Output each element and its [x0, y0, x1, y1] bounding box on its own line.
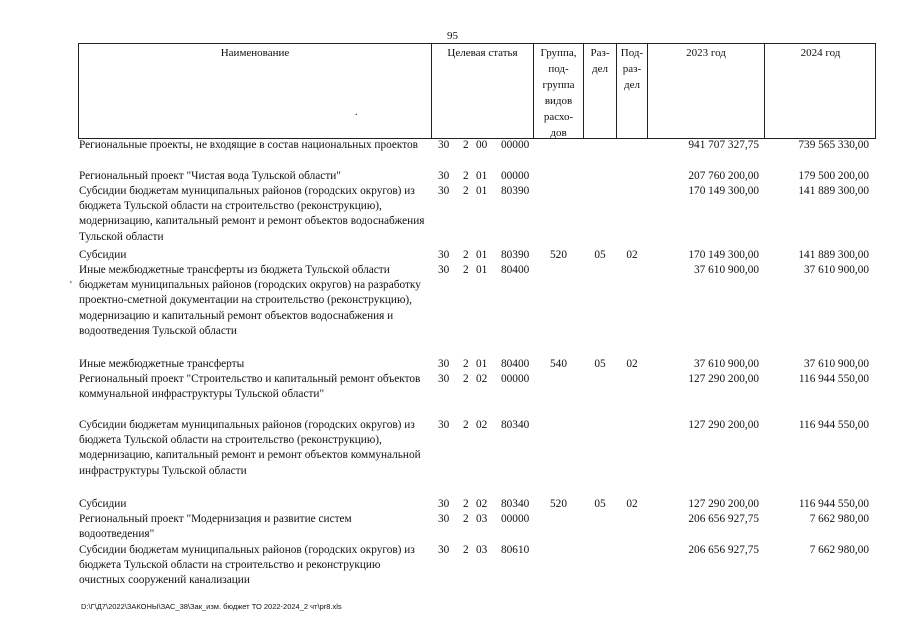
- row-target-p1: 30: [438, 419, 450, 431]
- row-name: Субсидии бюджетам муниципальных районов (городских округов) из бюджета Тульской области на строительство и реконструкцию очистных сооружений канализации: [79, 544, 415, 587]
- row-target-p3: 02: [476, 373, 488, 385]
- row-name: Региональный проект "Строительство и капитальный ремонт объектов коммунальной инфраструктуры Тульской области": [79, 373, 421, 401]
- row-target-p3: 02: [476, 419, 488, 431]
- row-target-p2: 2: [463, 513, 469, 525]
- row-target-p4: 00000: [501, 170, 530, 182]
- header-subsection: [617, 45, 647, 93]
- row-target-p2: 2: [463, 249, 469, 261]
- header-section: [584, 45, 616, 77]
- row-section: 05: [594, 498, 606, 510]
- header-name: Наименование: [220, 47, 290, 59]
- row-2023: 170 149 300,00: [688, 185, 759, 197]
- row-2023: 127 290 200,00: [688, 373, 759, 385]
- header-group-line: видов: [544, 95, 573, 107]
- row-name: Иные межбюджетные трансферты из бюджета Тульской области бюджетам муниципальных районов (городских округов) на разработку проектно-сметной документации на строительство (реконструкцию), модернизацию и капитальный ремонт объектов водоснабжения и водоотведения Тульской области: [79, 264, 421, 337]
- row-target-p2: 2: [463, 373, 469, 385]
- header-subsection-line: Под-: [620, 47, 644, 59]
- row-2024: 179 500 200,00: [798, 170, 869, 182]
- row-target-p2: 2: [463, 139, 469, 151]
- row-target-p4: 00000: [501, 513, 530, 525]
- row-target-p3: 01: [476, 249, 488, 261]
- row-target-p1: 30: [438, 498, 450, 510]
- row-target-p4: 80340: [501, 498, 530, 510]
- header-group-line: под-: [548, 63, 569, 75]
- row-target-p1: 30: [438, 139, 450, 151]
- row-target-p3: 02: [476, 498, 488, 510]
- scan-dot: ': [70, 280, 72, 291]
- row-name: Региональный проект "Чистая вода Тульской области": [79, 170, 341, 182]
- row-target-p4: 80340: [501, 419, 530, 431]
- header-group-line: группа: [542, 79, 575, 91]
- row-2023: 170 149 300,00: [688, 249, 759, 261]
- row-2024: 7 662 980,00: [809, 513, 869, 525]
- file-path-footer: D:\Г\Д7\2022\ЗАКОНЫ\ЗАС_38\Зак_изм. бюджет ТО 2022-2024_2 чт\pr8.xls: [81, 602, 342, 611]
- row-target-p4: 80390: [501, 185, 530, 197]
- row-target-p3: 01: [476, 170, 488, 182]
- row-target-p4: 80390: [501, 249, 530, 261]
- row-name: Субсидии: [79, 249, 127, 261]
- row-target-p3: 01: [476, 264, 488, 276]
- row-section: 05: [594, 249, 606, 261]
- header-target: Целевая статья: [447, 47, 518, 59]
- row-target-p1: 30: [438, 185, 450, 197]
- row-target-p4: 80400: [501, 264, 530, 276]
- header-group-line: Группа,: [540, 47, 577, 59]
- row-subsection: 02: [626, 498, 638, 510]
- header-section-line: дел: [592, 63, 608, 75]
- row-subsection: 02: [626, 358, 638, 370]
- row-target-p2: 2: [463, 358, 469, 370]
- row-2023: 127 290 200,00: [688, 419, 759, 431]
- row-name: Региональные проекты, не входящие в состав национальных проектов: [79, 139, 419, 151]
- row-name: Субсидии бюджетам муниципальных районов (городских округов) из бюджета Тульской области на строительство (реконструкцию), модернизацию, капитальный ремонт и ремонт объектов водоснабжения Тульской области: [79, 185, 425, 243]
- header-group-line: расхо-: [543, 111, 574, 123]
- row-target-p3: 01: [476, 358, 488, 370]
- row-target-p2: 2: [463, 544, 469, 556]
- row-target-p2: 2: [463, 419, 469, 431]
- row-2023: 207 760 200,00: [688, 170, 759, 182]
- row-name: Региональный проект "Модернизация и развитие систем водоотведения": [79, 513, 352, 541]
- row-2024: 141 889 300,00: [798, 249, 869, 261]
- row-subsection: 02: [626, 249, 638, 261]
- row-target-p1: 30: [438, 358, 450, 370]
- row-name: Субсидии: [79, 498, 127, 510]
- row-group: 540: [550, 358, 567, 370]
- row-target-p4: 00000: [501, 139, 530, 151]
- row-target-p4: 80400: [501, 358, 530, 370]
- page-number: 95: [447, 30, 458, 42]
- row-target-p1: 30: [438, 264, 450, 276]
- row-2024: 37 610 900,00: [804, 264, 869, 276]
- row-2024: 7 662 980,00: [809, 544, 869, 556]
- row-target-p2: 2: [463, 264, 469, 276]
- row-2023: 37 610 900,00: [694, 264, 759, 276]
- row-2023: 941 707 327,75: [688, 139, 759, 151]
- row-2024: 116 944 550,00: [798, 498, 869, 510]
- row-target-p2: 2: [463, 498, 469, 510]
- row-group: 520: [550, 249, 567, 261]
- row-target-p1: 30: [438, 373, 450, 385]
- row-2023: 37 610 900,00: [694, 358, 759, 370]
- row-group: 520: [550, 498, 567, 510]
- row-target-p2: 2: [463, 185, 469, 197]
- row-target-p4: 00000: [501, 373, 530, 385]
- row-target-p3: 01: [476, 185, 488, 197]
- header-subsection-line: дел: [624, 79, 640, 91]
- header-subsection-line: раз-: [622, 63, 642, 75]
- row-target-p3: 03: [476, 513, 488, 525]
- row-2024: 739 565 330,00: [798, 139, 869, 151]
- row-2024: 116 944 550,00: [798, 373, 869, 385]
- row-2024: 141 889 300,00: [798, 185, 869, 197]
- row-2023: 127 290 200,00: [688, 498, 759, 510]
- header-year-2023: 2023 год: [686, 47, 726, 59]
- row-2024: 116 944 550,00: [798, 419, 869, 431]
- row-target-p1: 30: [438, 544, 450, 556]
- scan-dot: .: [355, 107, 358, 118]
- row-target-p4: 80610: [501, 544, 530, 556]
- row-target-p3: 03: [476, 544, 488, 556]
- header-section-line: Раз-: [590, 47, 610, 59]
- row-target-p1: 30: [438, 513, 450, 525]
- row-2023: 206 656 927,75: [688, 513, 759, 525]
- row-2023: 206 656 927,75: [688, 544, 759, 556]
- row-target-p1: 30: [438, 249, 450, 261]
- row-name: Субсидии бюджетам муниципальных районов (городских округов) из бюджета Тульской области на строительство (реконструкцию), модернизацию, капитальный ремонт и ремонт объектов коммунальной инфраструктуры Тульской области: [79, 419, 421, 477]
- row-target-p2: 2: [463, 170, 469, 182]
- row-section: 05: [594, 358, 606, 370]
- header-year-2024: 2024 год: [800, 47, 841, 59]
- header-group-line: дов: [550, 127, 567, 139]
- row-name: Иные межбюджетные трансферты: [79, 358, 245, 370]
- row-2024: 37 610 900,00: [804, 358, 869, 370]
- row-target-p1: 30: [438, 170, 450, 182]
- row-target-p3: 00: [476, 139, 488, 151]
- header-group: [534, 45, 583, 141]
